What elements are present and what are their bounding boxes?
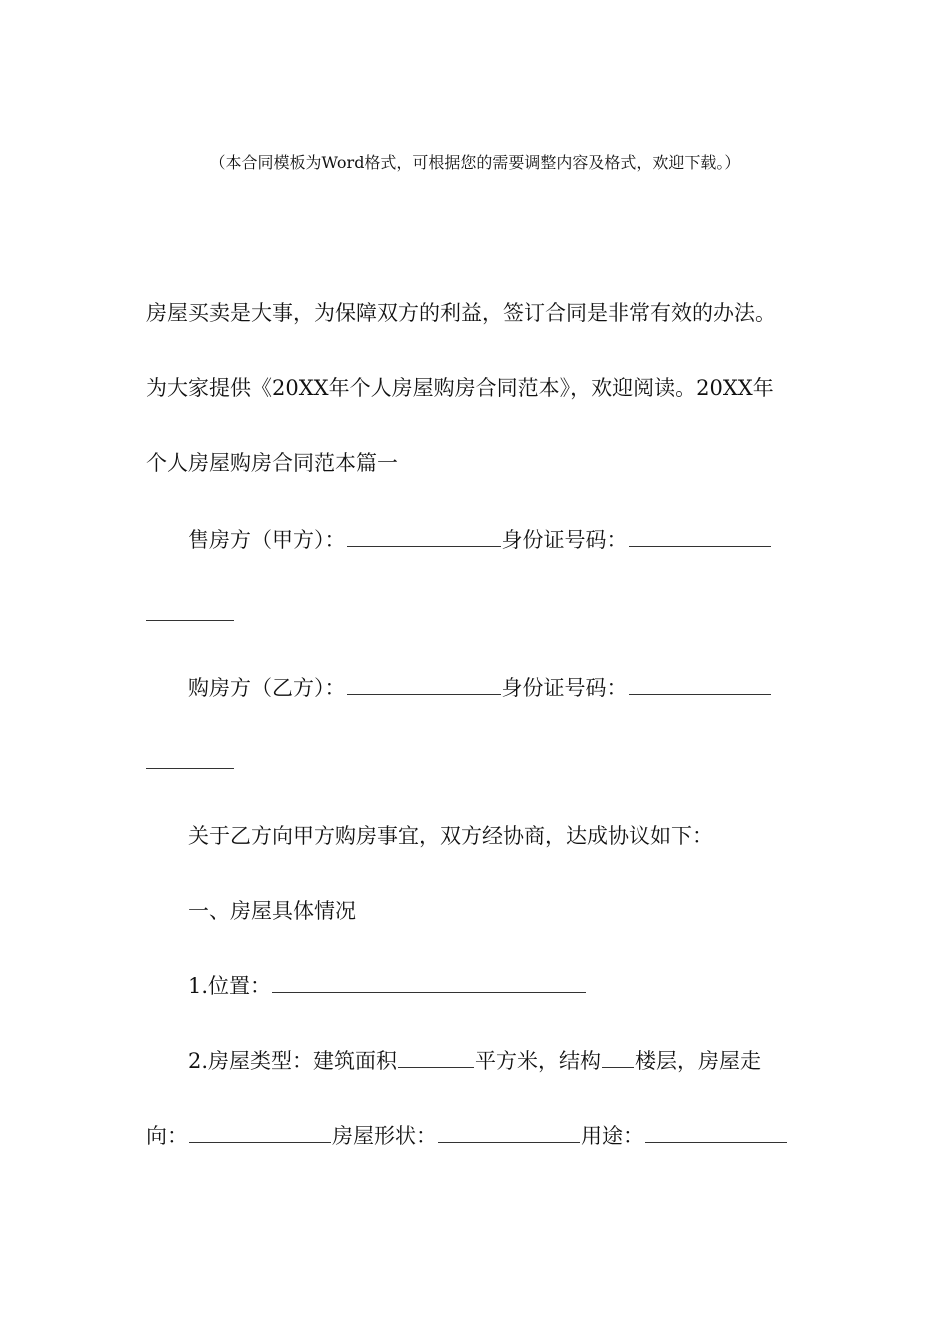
shape-blank[interactable] <box>438 1120 580 1143</box>
house-type-line <box>188 1045 761 1076</box>
section-1-title: 一、房屋具体情况 <box>188 899 356 923</box>
usage-blank[interactable] <box>645 1120 787 1143</box>
intro-line-2: 为大家提供《20XX年个人房屋购房合同范本》，欢迎阅读。20XX年 <box>146 376 774 400</box>
direction-line <box>146 1120 788 1151</box>
buyer-id-label: 身份证号码： <box>501 676 628 700</box>
seller-id-label: 身份证号码： <box>501 528 628 552</box>
location-label: 1.位置： <box>188 974 272 998</box>
shape-label: 房屋形状： <box>332 1124 437 1148</box>
location-line <box>188 970 587 1001</box>
seller-label: 售房方（甲方）： <box>188 528 346 552</box>
buyer-id-blank-continued[interactable] <box>146 768 234 769</box>
structure-blank[interactable] <box>602 1045 634 1068</box>
location-blank[interactable] <box>272 970 586 993</box>
seller-line <box>188 524 772 555</box>
seller-id-blank-continued[interactable] <box>146 620 234 621</box>
intro-line-3: 个人房屋购房合同范本篇一 <box>146 451 398 475</box>
buyer-name-blank[interactable] <box>347 672 501 695</box>
seller-id-blank[interactable] <box>629 524 771 547</box>
house-type-part3: 楼层，房屋走 <box>635 1049 762 1073</box>
house-type-part1: 2.房屋类型：建筑面积 <box>188 1049 398 1073</box>
direction-blank[interactable] <box>189 1120 331 1143</box>
usage-label: 用途： <box>581 1124 644 1148</box>
agreement-intro: 关于乙方向甲方购房事宜，双方经协商，达成协议如下： <box>188 824 713 848</box>
buyer-line <box>188 672 772 703</box>
seller-name-blank[interactable] <box>347 524 501 547</box>
buyer-id-blank[interactable] <box>629 672 771 695</box>
house-type-part2: 平方米，结构 <box>475 1049 602 1073</box>
buyer-label: 购房方（乙方）： <box>188 676 346 700</box>
area-blank[interactable] <box>398 1045 474 1068</box>
direction-label: 向： <box>146 1124 188 1148</box>
template-note: （本合同模板为Word格式，可根据您的需要调整内容及格式，欢迎下载。） <box>209 153 741 172</box>
intro-line-1: 房屋买卖是大事，为保障双方的利益，签订合同是非常有效的办法。 <box>146 301 776 325</box>
